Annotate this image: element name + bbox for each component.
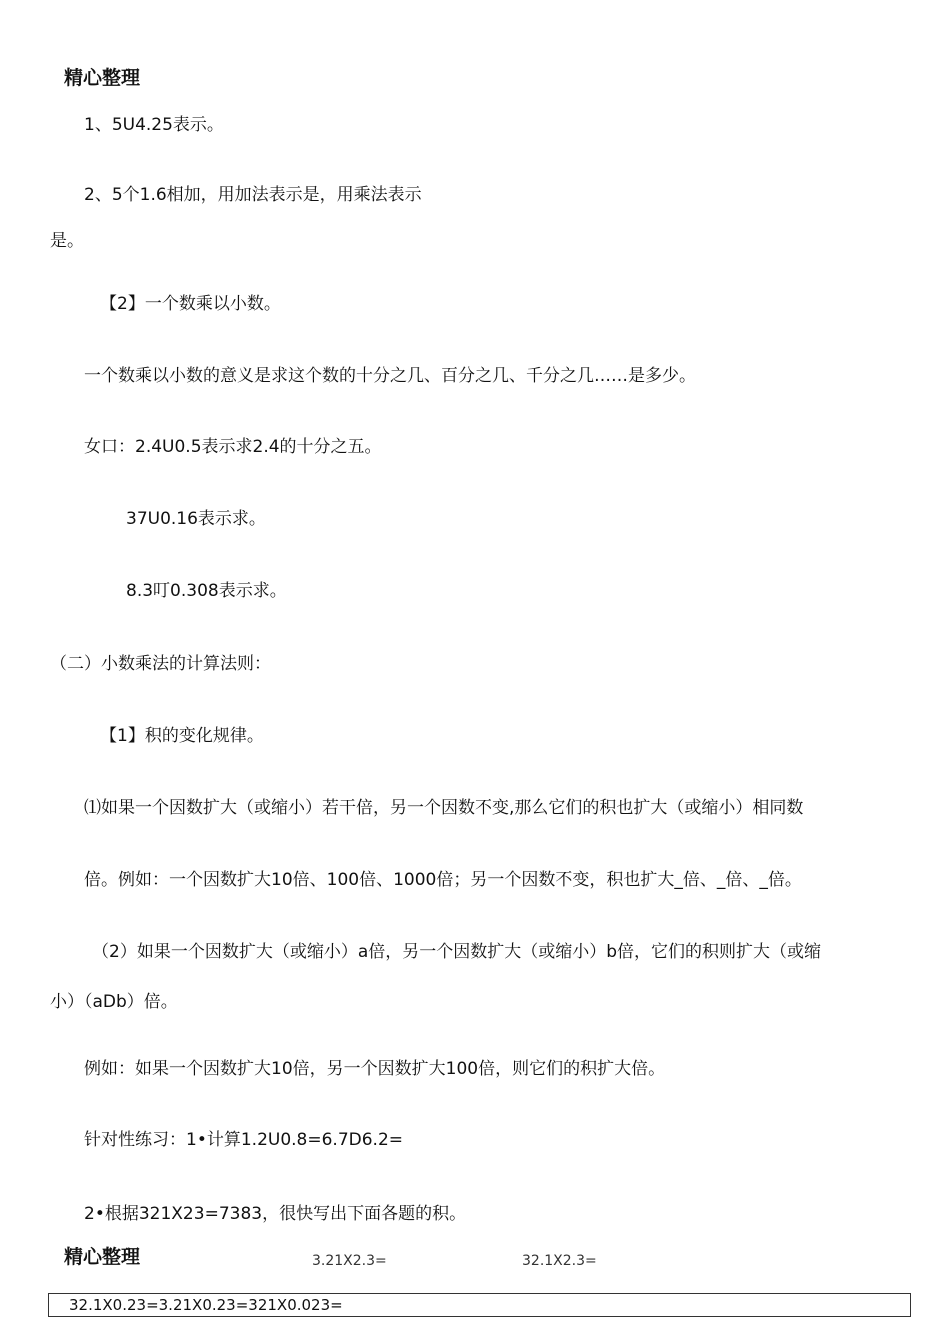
text-line-1: 1、5U4.25表示。 <box>84 115 224 135</box>
answer-box <box>48 1293 911 1317</box>
text-line-15: 例如：如果一个因数扩大10倍，另一个因数扩大100倍，则它们的积扩大倍。 <box>84 1059 666 1079</box>
text-line-13: （2）如果一个因数扩大（或缩小）a倍，另一个因数扩大（或缩小）b倍，它们的积则扩大（或缩 <box>92 942 822 962</box>
section-heading-calc-rules: （二）小数乘法的计算法则： <box>50 654 271 674</box>
section-heading-1: 【1】积的变化规律。 <box>100 726 264 746</box>
text-line-16: 针对性练习：1•计算1.2U0.8=6.7D6.2= <box>84 1130 404 1150</box>
answer-box-text: 32.1X0.23=3.21X0.23=321X0.023= <box>69 1296 343 1314</box>
text-line-17: 2•根据321X23=7383，很快写出下面各题的积。 <box>84 1204 467 1224</box>
text-line-12: 倍。例如：一个因数扩大10倍、100倍、1000倍；另一个因数不变，积也扩大_倍、_倍、_倍。 <box>84 870 802 890</box>
section-heading-2: 【2】一个数乘以小数。 <box>100 294 281 314</box>
text-line-5: 一个数乘以小数的意义是求这个数的十分之几、百分之几、千分之几……是多少。 <box>84 366 696 386</box>
footer-equation-1: 3.21X2.3= <box>312 1253 387 1269</box>
text-line-7: 37U0.16表示求。 <box>126 509 266 529</box>
text-line-6: 女口：2.4U0.5表示求2.4的十分之五。 <box>84 437 382 457</box>
text-line-14: 小）（aDb）倍。 <box>50 992 178 1012</box>
footer-equation-2: 32.1X2.3= <box>522 1253 597 1269</box>
text-line-8: 8.3叮0.308表示求。 <box>126 581 287 601</box>
text-line-11: ⑴如果一个因数扩大（或缩小）若干倍，另一个因数不变,那么它们的积也扩大（或缩小）相同数 <box>84 798 804 818</box>
text-line-2: 2、5个1.6相加，用加法表示是，用乘法表示 <box>84 185 422 205</box>
footer-title: 精心整理 <box>64 1246 141 1268</box>
page-title: 精心整理 <box>64 67 141 89</box>
text-line-3: 是。 <box>50 231 84 251</box>
